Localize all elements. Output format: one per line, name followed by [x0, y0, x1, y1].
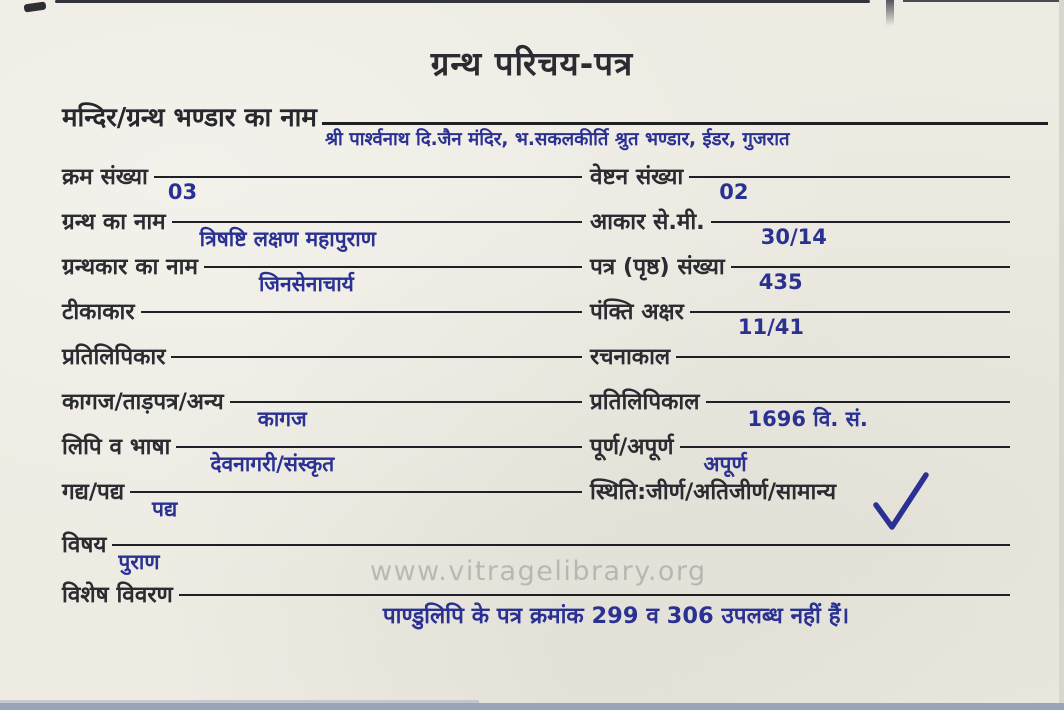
- field-lines-letters: [590, 295, 1010, 341]
- field-value: पाण्डुलिपि के पत्र क्रमांक 299 व 306 उपलब्ध नहीं हैं।: [382, 603, 850, 629]
- form-row: [62, 385, 1010, 431]
- field-size-cm: [590, 205, 1010, 251]
- field-label: ग्रन्थ का नाम: [62, 209, 166, 235]
- field-label: ग्रन्थकार का नाम: [62, 254, 198, 280]
- field-label: पंक्ति अक्षर: [590, 299, 684, 325]
- field-composition-date: [590, 340, 1010, 386]
- field-commentator: [62, 295, 582, 341]
- form-row: [62, 250, 1010, 296]
- field-line: [130, 491, 582, 521]
- page-title: ग्रन्थ परिचय-पत्र: [430, 44, 634, 83]
- field-line: [171, 356, 582, 386]
- field-script-language: [62, 430, 582, 476]
- field-line: [706, 401, 1010, 431]
- field-institution: [62, 98, 1048, 150]
- field-label: विशेष विवरण: [62, 582, 173, 608]
- field-value: 30/14: [760, 225, 827, 249]
- field-value: 1696 वि. सं.: [747, 407, 868, 431]
- field-value: देवनागरी/संस्कृत: [210, 452, 335, 476]
- field-value: पुराण: [118, 550, 160, 574]
- field-label: लिपि व भाषा: [62, 434, 171, 460]
- field-prose-verse: [62, 475, 582, 521]
- field-label: आकार से.मी.: [590, 209, 705, 235]
- field-copyist: [62, 340, 582, 386]
- field-page-count: [590, 250, 1010, 296]
- field-value: 11/41: [737, 315, 804, 339]
- field-label: कागज/ताड़पत्र/अन्य: [62, 389, 224, 415]
- scan-artifact-top-left-blob: [24, 2, 47, 13]
- field-label: रचनाकाल: [590, 344, 671, 370]
- form-row: [62, 475, 1010, 521]
- field-value: 03: [167, 180, 198, 204]
- field-line: [204, 266, 582, 296]
- form-row: [62, 205, 1010, 251]
- field-label: प्रतिलिपिकार: [62, 344, 166, 370]
- field-value: त्रिषष्टि लक्षण महापुराण: [199, 227, 376, 251]
- field-bundle-number: [590, 160, 1010, 206]
- field-granth-name: [62, 205, 582, 251]
- field-label: पूर्ण/अपूर्ण: [590, 434, 674, 460]
- institution-value: श्री पार्श्वनाथ दि.जैन मंदिर, भ.सकलकीर्ति श्रुत भण्डार, ईडर, गुजरात: [324, 129, 790, 150]
- scan-artifact-top-tick: [886, 0, 894, 26]
- field-line: [676, 356, 1010, 386]
- field-complete-incomplete: [590, 430, 1010, 476]
- field-line: [230, 401, 582, 431]
- institution-line: [322, 122, 1048, 150]
- field-serial-number: [62, 160, 582, 206]
- field-line: [689, 176, 1010, 206]
- field-value: 02: [719, 180, 749, 204]
- check-mark-icon: [872, 471, 932, 535]
- field-value: पद्य: [152, 497, 178, 521]
- field-line: [154, 176, 582, 206]
- form-row: [62, 160, 1010, 206]
- field-label: स्थिति:जीर्ण/अतिजीर्ण/सामान्य: [590, 479, 837, 505]
- scan-artifact-right-edge: [1059, 0, 1064, 710]
- field-line: [711, 221, 1010, 251]
- field-line: [141, 311, 582, 341]
- field-value: कागज: [257, 407, 307, 431]
- field-line: [172, 221, 582, 251]
- form-row: [62, 340, 1010, 386]
- form-row: [62, 295, 1010, 341]
- field-label: विषय: [62, 532, 107, 558]
- field-label: वेष्टन संख्या: [590, 164, 684, 190]
- watermark: www.vitragelibrary.org: [370, 556, 707, 587]
- field-value: 435: [758, 270, 803, 294]
- field-condition: [590, 475, 1010, 521]
- institution-label: मन्दिर/ग्रन्थ भण्डार का नाम: [62, 103, 317, 133]
- field-label: पत्र (पृष्ठ) संख्या: [590, 254, 725, 280]
- field-line: [680, 446, 1010, 476]
- field-label: टीकाकार: [62, 299, 135, 325]
- field-author-name: [62, 250, 582, 296]
- field-special-details: [62, 578, 1010, 642]
- scan-artifact-top-edge-right: [903, 0, 1064, 2]
- field-copy-date: [590, 385, 1010, 431]
- field-line: [731, 266, 1010, 296]
- scan-artifact-top-edge: [55, 0, 870, 3]
- field-line: [176, 446, 582, 476]
- form-row: [62, 430, 1010, 476]
- field-value: अपूर्ण: [703, 452, 747, 476]
- field-material: [62, 385, 582, 431]
- field-line: [690, 311, 1010, 341]
- field-label: गद्य/पद्य: [62, 479, 125, 505]
- field-label: प्रतिलिपिकाल: [590, 389, 700, 415]
- field-label: क्रम संख्या: [62, 164, 148, 190]
- field-value: जिनसेनाचार्य: [258, 272, 354, 296]
- scan-artifact-bottom-edge: [0, 703, 1064, 710]
